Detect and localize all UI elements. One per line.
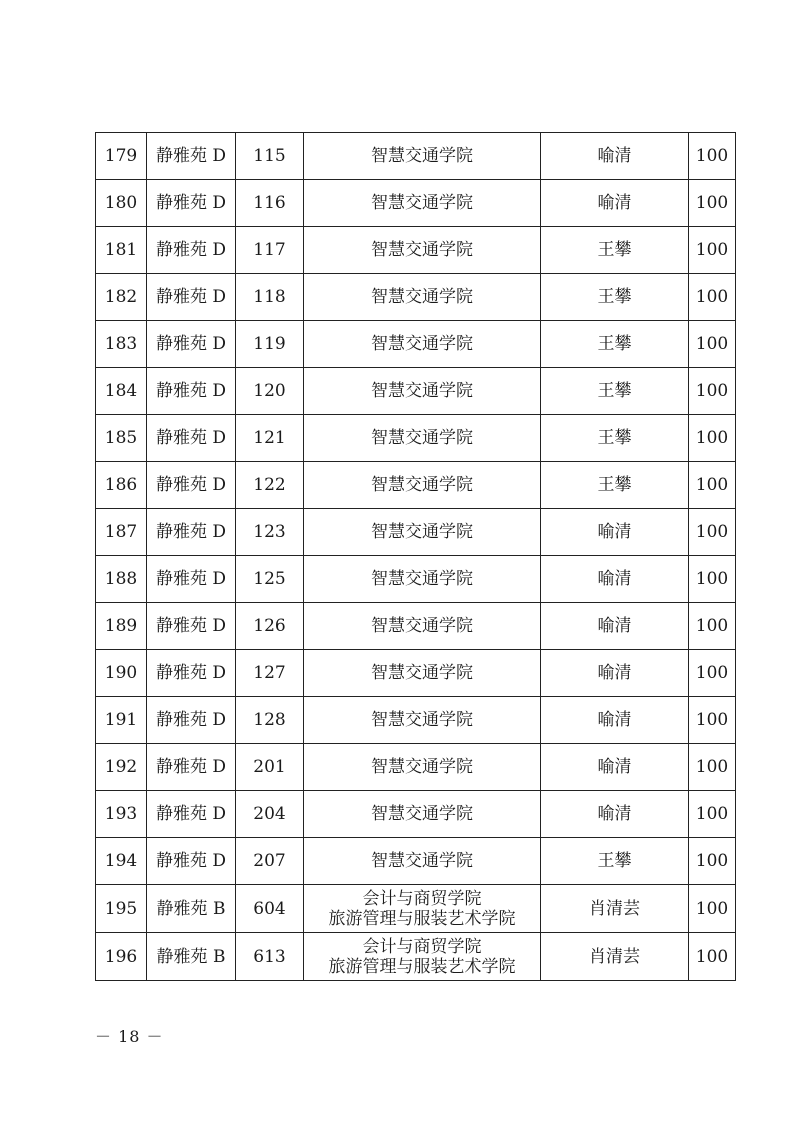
row-number-cell: 181 (96, 227, 147, 274)
building-cell: 静雅苑 D (147, 180, 236, 227)
score-cell: 100 (689, 697, 736, 744)
college-name: 智慧交通学院 (371, 428, 473, 448)
supervisor-cell: 肖清芸 (541, 885, 689, 933)
supervisor-cell: 王攀 (541, 274, 689, 321)
college-name: 智慧交通学院 (371, 569, 473, 589)
table-row (96, 509, 736, 556)
room-number-cell: 207 (236, 838, 304, 885)
room-number-cell: 119 (236, 321, 304, 368)
college-name: 智慧交通学院 (371, 287, 473, 307)
table-row (96, 838, 736, 885)
score-cell: 100 (689, 650, 736, 697)
table-row (96, 415, 736, 462)
row-number-cell: 193 (96, 791, 147, 838)
table-row (96, 462, 736, 509)
row-number-cell: 192 (96, 744, 147, 791)
score-cell: 100 (689, 133, 736, 180)
supervisor-cell: 王攀 (541, 321, 689, 368)
college-name: 智慧交通学院 (371, 240, 473, 260)
college-cell (304, 885, 541, 933)
score-cell: 100 (689, 791, 736, 838)
building-cell: 静雅苑 D (147, 227, 236, 274)
college-cell (304, 697, 541, 744)
room-number-cell: 115 (236, 133, 304, 180)
college-cell (304, 556, 541, 603)
score-cell: 100 (689, 462, 736, 509)
room-number-cell: 121 (236, 415, 304, 462)
room-number-cell: 125 (236, 556, 304, 603)
building-cell: 静雅苑 D (147, 697, 236, 744)
college-cell (304, 368, 541, 415)
supervisor-cell: 喻清 (541, 697, 689, 744)
room-number-cell: 122 (236, 462, 304, 509)
college-name: 会计与商贸学院 (362, 936, 482, 957)
college-name: 旅游管理与服装艺术学院 (328, 956, 516, 977)
college-cell (304, 650, 541, 697)
college-name: 智慧交通学院 (371, 710, 473, 730)
row-number-cell: 194 (96, 838, 147, 885)
row-number-cell: 186 (96, 462, 147, 509)
building-cell: 静雅苑 D (147, 838, 236, 885)
row-number-cell: 191 (96, 697, 147, 744)
row-number-cell: 196 (96, 933, 147, 981)
college-cell (304, 933, 541, 981)
college-cell (304, 509, 541, 556)
room-number-cell: 604 (236, 885, 304, 933)
college-name: 智慧交通学院 (371, 616, 473, 636)
building-cell: 静雅苑 D (147, 509, 236, 556)
college-name: 旅游管理与服装艺术学院 (328, 908, 516, 929)
score-cell: 100 (689, 744, 736, 791)
college-cell (304, 744, 541, 791)
score-cell: 100 (689, 556, 736, 603)
college-cell (304, 603, 541, 650)
table-row (96, 744, 736, 791)
building-cell: 静雅苑 D (147, 791, 236, 838)
college-name: 智慧交通学院 (371, 146, 473, 166)
building-cell: 静雅苑 D (147, 556, 236, 603)
room-number-cell: 613 (236, 933, 304, 981)
supervisor-cell: 王攀 (541, 227, 689, 274)
room-number-cell: 126 (236, 603, 304, 650)
building-cell: 静雅苑 D (147, 415, 236, 462)
room-number-cell: 120 (236, 368, 304, 415)
room-number-cell: 204 (236, 791, 304, 838)
college-cell (304, 133, 541, 180)
building-cell: 静雅苑 D (147, 744, 236, 791)
college-cell (304, 274, 541, 321)
table-row (96, 321, 736, 368)
table-row (96, 791, 736, 838)
row-number-cell: 184 (96, 368, 147, 415)
room-number-cell: 128 (236, 697, 304, 744)
college-name: 智慧交通学院 (371, 757, 473, 777)
row-number-cell: 183 (96, 321, 147, 368)
score-cell: 100 (689, 933, 736, 981)
college-cell (304, 838, 541, 885)
college-cell (304, 180, 541, 227)
supervisor-cell: 喻清 (541, 650, 689, 697)
supervisor-cell: 喻清 (541, 556, 689, 603)
score-cell: 100 (689, 368, 736, 415)
supervisor-cell: 王攀 (541, 415, 689, 462)
supervisor-cell: 肖清芸 (541, 933, 689, 981)
table-row (96, 180, 736, 227)
dormitory-score-table-container (95, 132, 735, 981)
score-cell: 100 (689, 227, 736, 274)
building-cell: 静雅苑 D (147, 368, 236, 415)
row-number-cell: 195 (96, 885, 147, 933)
room-number-cell: 201 (236, 744, 304, 791)
score-cell: 100 (689, 415, 736, 462)
score-cell: 100 (689, 509, 736, 556)
room-number-cell: 117 (236, 227, 304, 274)
table-row (96, 933, 736, 981)
supervisor-cell: 喻清 (541, 509, 689, 556)
college-name: 智慧交通学院 (371, 804, 473, 824)
table-row (96, 697, 736, 744)
college-name: 智慧交通学院 (371, 663, 473, 683)
building-cell: 静雅苑 D (147, 650, 236, 697)
row-number-cell: 188 (96, 556, 147, 603)
row-number-cell: 190 (96, 650, 147, 697)
supervisor-cell: 喻清 (541, 791, 689, 838)
table-row (96, 133, 736, 180)
supervisor-cell: 王攀 (541, 838, 689, 885)
room-number-cell: 127 (236, 650, 304, 697)
table-row (96, 603, 736, 650)
building-cell: 静雅苑 D (147, 274, 236, 321)
table-row (96, 368, 736, 415)
college-name: 智慧交通学院 (371, 334, 473, 354)
college-name: 会计与商贸学院 (362, 888, 482, 909)
score-cell: 100 (689, 838, 736, 885)
college-cell (304, 415, 541, 462)
college-name: 智慧交通学院 (371, 522, 473, 542)
table-body (96, 133, 736, 981)
table-row (96, 556, 736, 603)
college-cell (304, 462, 541, 509)
college-name: 智慧交通学院 (371, 475, 473, 495)
dormitory-score-table (95, 132, 736, 981)
table-row (96, 274, 736, 321)
row-number-cell: 182 (96, 274, 147, 321)
row-number-cell: 185 (96, 415, 147, 462)
row-number-cell: 180 (96, 180, 147, 227)
page-number: － 18 － (95, 1027, 164, 1046)
row-number-cell: 189 (96, 603, 147, 650)
college-cell (304, 321, 541, 368)
supervisor-cell: 王攀 (541, 462, 689, 509)
table-row (96, 885, 736, 933)
college-cell (304, 227, 541, 274)
score-cell: 100 (689, 274, 736, 321)
score-cell: 100 (689, 603, 736, 650)
score-cell: 100 (689, 885, 736, 933)
college-name: 智慧交通学院 (371, 381, 473, 401)
building-cell: 静雅苑 D (147, 321, 236, 368)
building-cell: 静雅苑 D (147, 462, 236, 509)
building-cell: 静雅苑 B (147, 885, 236, 933)
supervisor-cell: 喻清 (541, 133, 689, 180)
score-cell: 100 (689, 321, 736, 368)
supervisor-cell: 喻清 (541, 603, 689, 650)
building-cell: 静雅苑 D (147, 133, 236, 180)
college-name: 智慧交通学院 (371, 851, 473, 871)
score-cell: 100 (689, 180, 736, 227)
supervisor-cell: 喻清 (541, 744, 689, 791)
supervisor-cell: 喻清 (541, 180, 689, 227)
supervisor-cell: 王攀 (541, 368, 689, 415)
row-number-cell: 179 (96, 133, 147, 180)
college-cell (304, 791, 541, 838)
room-number-cell: 118 (236, 274, 304, 321)
table-row (96, 650, 736, 697)
building-cell: 静雅苑 D (147, 603, 236, 650)
room-number-cell: 116 (236, 180, 304, 227)
college-name: 智慧交通学院 (371, 193, 473, 213)
row-number-cell: 187 (96, 509, 147, 556)
room-number-cell: 123 (236, 509, 304, 556)
table-row (96, 227, 736, 274)
building-cell: 静雅苑 B (147, 933, 236, 981)
